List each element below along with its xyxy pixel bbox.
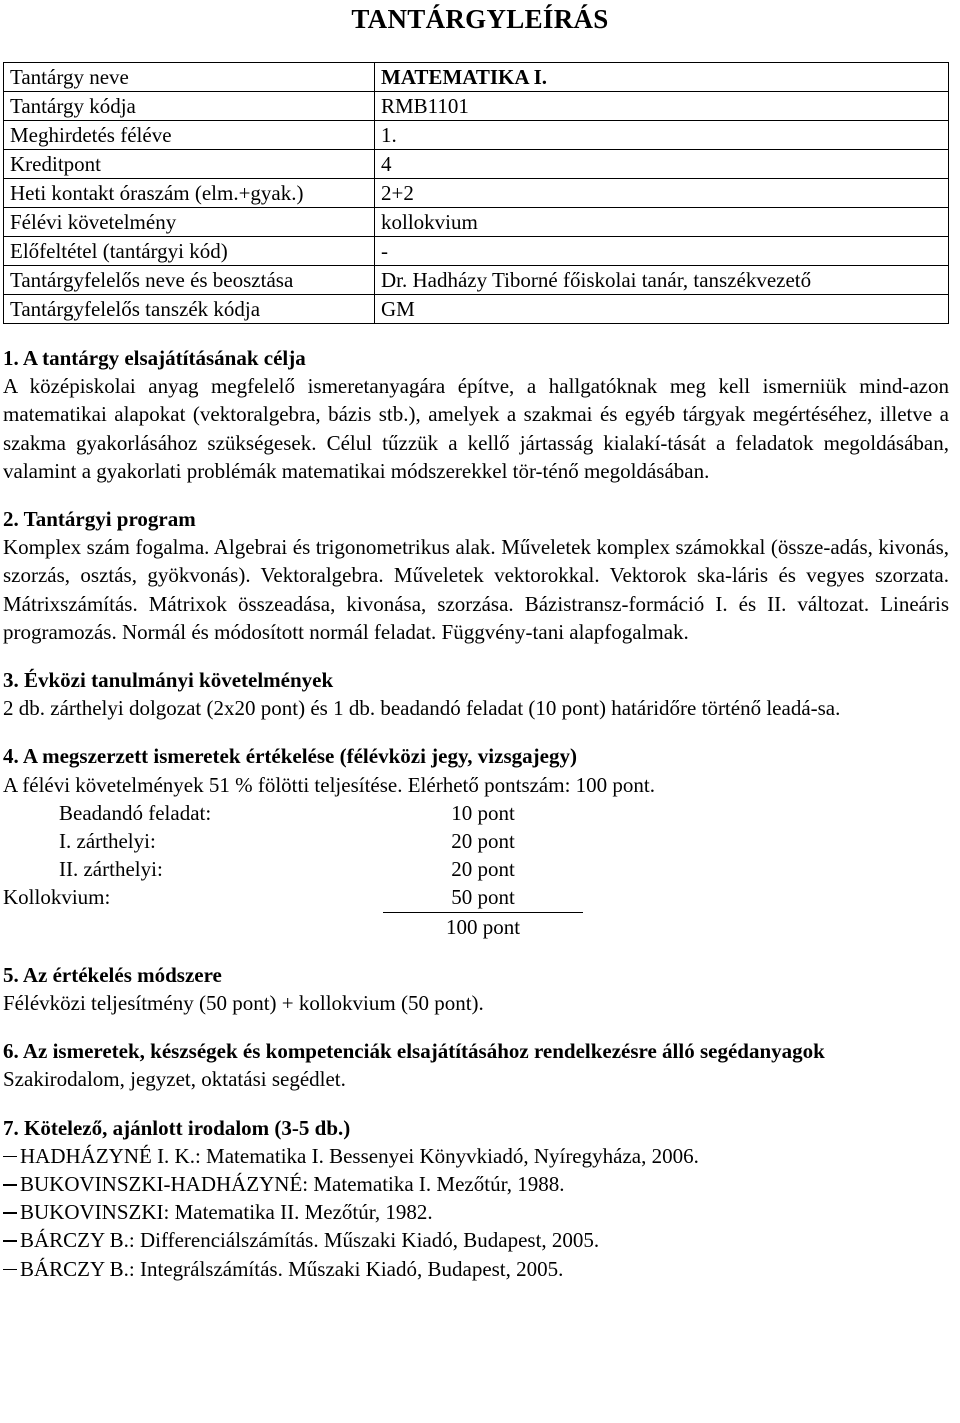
row-label: Tantárgy neve bbox=[4, 63, 375, 92]
course-info-table bbox=[3, 62, 949, 324]
table-row bbox=[4, 237, 949, 266]
section-goal bbox=[3, 344, 949, 485]
row-value: 1. bbox=[375, 121, 949, 150]
table-row bbox=[4, 208, 949, 237]
section-heading: 2. Tantárgyi program bbox=[3, 507, 196, 532]
list-item bbox=[3, 1142, 949, 1170]
list-item bbox=[3, 1198, 949, 1226]
score-label: II. zárthelyi: bbox=[59, 857, 163, 882]
row-value: - bbox=[375, 237, 949, 266]
section-literature bbox=[3, 1114, 949, 1283]
score-label: I. zárthelyi: bbox=[59, 829, 156, 854]
section-heading: 1. A tantárgy elsajátításának célja bbox=[3, 346, 306, 370]
document-body bbox=[3, 344, 949, 1303]
table-row bbox=[4, 92, 949, 121]
table-row bbox=[4, 295, 949, 324]
row-value: kollokvium bbox=[375, 208, 949, 237]
section-method bbox=[3, 961, 949, 1017]
table-row bbox=[4, 179, 949, 208]
reference-text: BUKOVINSZKI: Matematika II. Mezőtúr, 1982. bbox=[20, 1200, 433, 1225]
row-label: Heti kontakt óraszám (elm.+gyak.) bbox=[4, 179, 375, 208]
table-row bbox=[4, 63, 949, 92]
reference-text: HADHÁZYNÉ I. K.: Matematika I. Bessenyei Könyvkiadó, Nyíregyháza, 2006. bbox=[20, 1143, 699, 1168]
dash-bullet-icon bbox=[3, 1240, 17, 1242]
list-item bbox=[3, 1255, 949, 1283]
row-label: Előfeltétel (tantárgyi kód) bbox=[4, 237, 375, 266]
section-text: A középiskolai anyag megfelelő ismeretanyagára építve, a hallgatóknak meg kell ismerniük mind-azon matematikai alapokat (vektoralgebra, bázis stb.), amelyek a szakmai és egyéb tárgyak megértéséhez, illetve a szakma gyakorlásához szükségesek. Célul tűzzük a kellő jártasság kialakí-tását a feladatok megoldásában, valamint a gyakorlati problémák matematikai módszerekkel tör-ténő megoldásában. bbox=[3, 374, 949, 483]
score-spacer bbox=[3, 913, 383, 941]
dash-bullet-icon bbox=[3, 1212, 17, 1214]
row-value: 4 bbox=[375, 150, 949, 179]
row-label: Tantárgy kódja bbox=[4, 92, 375, 121]
score-points: 20 pont bbox=[451, 829, 515, 854]
score-points: 50 pont bbox=[383, 883, 583, 912]
score-points: 10 pont bbox=[451, 800, 515, 825]
section-text: Félévközi teljesítmény (50 pont) + kollokvium (50 pont). bbox=[3, 991, 484, 1016]
reference-text: BÁRCZY B.: Differenciálszámítás. Műszaki Kiadó, Budapest, 2005. bbox=[20, 1228, 600, 1253]
row-label: Tantárgyfelelős tanszék kódja bbox=[4, 295, 375, 324]
section-program bbox=[3, 505, 949, 646]
row-value: 2+2 bbox=[375, 179, 949, 208]
section-heading: 3. Évközi tanulmányi követelmények bbox=[3, 668, 334, 693]
score-points: 20 pont bbox=[451, 857, 515, 882]
section-evaluation bbox=[3, 742, 949, 940]
dash-bullet-icon bbox=[3, 1156, 17, 1158]
row-label: Meghirdetés féléve bbox=[4, 121, 375, 150]
section-heading: 7. Kötelező, ajánlott irodalom (3-5 db.) bbox=[3, 1115, 351, 1140]
document-title: TANTÁRGYLEÍRÁS bbox=[351, 4, 609, 34]
row-label: Tantárgyfelelős neve és beosztása bbox=[4, 266, 375, 295]
section-requirements bbox=[3, 666, 949, 722]
section-text: Komplex szám fogalma. Algebrai és trigonometrikus alak. Műveletek komplex számokkal (össze-adás, kivonás, szorzás, osztás, gyökvonás). Vektoralgebra. Műveletek vektorokkal. Vektorok ska-láris és vegyes szorzata. Mátrixszámítás. Mátrixok összeadása, kivonása, szorzása. Bázistransz-formáció I. és II. változat. Lineáris programozás. Normál és módosított normál feladat. Függvény-tani alapfogalmak. bbox=[3, 535, 949, 644]
row-value: MATEMATIKA I. bbox=[375, 63, 949, 92]
dash-bullet-icon bbox=[3, 1184, 17, 1186]
section-heading: 5. Az értékelés módszere bbox=[3, 962, 222, 987]
list-item bbox=[3, 1170, 949, 1198]
section-text: Szakirodalom, jegyzet, oktatási segédlet. bbox=[3, 1067, 346, 1092]
section-heading: 6. Az ismeretek, készségek és kompetenciák elsajátításához rendelkezésre álló segédanyagok bbox=[3, 1039, 825, 1064]
reference-list bbox=[3, 1142, 949, 1283]
section-heading: 4. A megszerzett ismeretek értékelése (félévközi jegy, vizsgajegy) bbox=[3, 744, 577, 769]
score-total: 100 pont bbox=[445, 914, 521, 939]
score-label: Beadandó feladat: bbox=[59, 800, 212, 825]
table-row bbox=[4, 121, 949, 150]
dash-bullet-icon bbox=[3, 1269, 17, 1271]
table-row bbox=[4, 150, 949, 179]
score-table bbox=[3, 799, 949, 941]
section-text: A félévi követelmények 51 % fölötti teljesítése. Elérhető pontszám: 100 pont. bbox=[3, 772, 656, 797]
row-label: Kreditpont bbox=[4, 150, 375, 179]
reference-text: BÁRCZY B.: Integrálszámítás. Műszaki Kiadó, Budapest, 2005. bbox=[20, 1256, 564, 1281]
section-text: 2 db. zárthelyi dolgozat (2x20 pont) és 1 db. beadandó feladat (10 pont) határidőre történő leadá-sa. bbox=[3, 696, 841, 721]
row-value: Dr. Hadházy Tiborné főiskolai tanár, tanszékvezető bbox=[375, 266, 949, 295]
row-value: GM bbox=[375, 295, 949, 324]
section-materials bbox=[3, 1037, 949, 1093]
row-value: RMB1101 bbox=[375, 92, 949, 121]
score-label: Kollokvium: bbox=[3, 885, 111, 910]
row-label: Félévi követelmény bbox=[4, 208, 375, 237]
list-item bbox=[3, 1226, 949, 1254]
reference-text: BUKOVINSZKI-HADHÁZYNÉ: Matematika I. Mezőtúr, 1988. bbox=[20, 1172, 565, 1197]
table-row bbox=[4, 266, 949, 295]
